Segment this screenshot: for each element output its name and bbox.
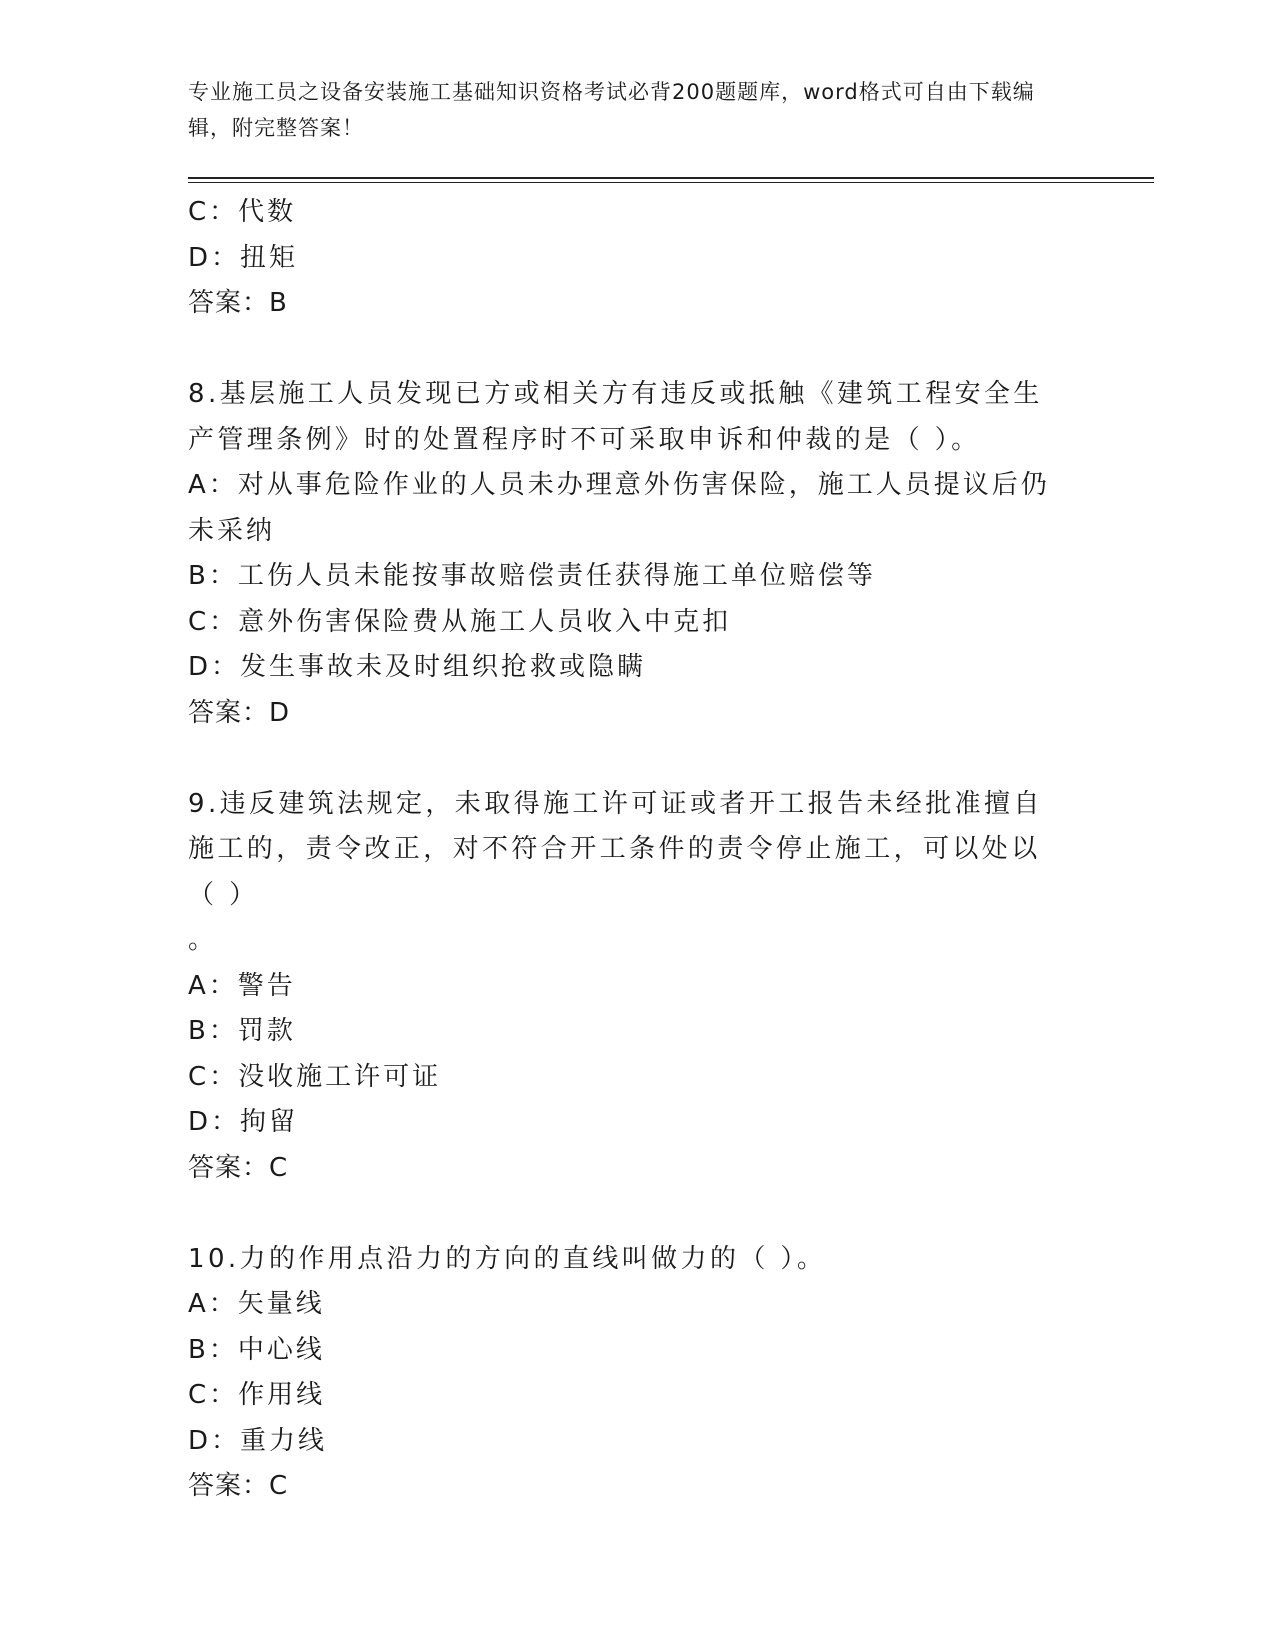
answer-line: 答案：C xyxy=(188,1152,289,1183)
answer-line: 答案：D xyxy=(188,697,291,728)
header-divider-thin xyxy=(188,182,1154,183)
option-a: A：对从事危险作业的人员未办理意外伤害保险，施工人员提议后仍未采纳 xyxy=(188,470,1050,546)
option-a: A：警告 xyxy=(188,970,296,1001)
option-c: C：作用线 xyxy=(188,1380,326,1410)
question-8 xyxy=(188,372,1088,736)
option-d: D：拘留 xyxy=(188,1107,299,1137)
spacer xyxy=(188,327,1088,373)
question-10 xyxy=(188,1237,1088,1510)
question-9 xyxy=(188,782,1088,1192)
option-c: C：没收施工许可证 xyxy=(188,1061,442,1092)
question-stem: 10.力的作用点沿力的方向的直线叫做力的（ ）。 xyxy=(188,1243,827,1274)
option-c: C：意外伤害保险费从施工人员收入中克扣 xyxy=(188,606,732,637)
option-b: B：中心线 xyxy=(188,1334,325,1365)
option-c: C：代数 xyxy=(188,197,297,227)
question-stem: 9.违反建筑法规定，未取得施工许可证或者开工报告未经批准擅自施工的，责令改正，对不符合开工条件的责令停止施工，可以处以（ ） xyxy=(188,788,1043,910)
option-b: B：工伤人员未能按事故赔偿责任获得施工单位赔偿等 xyxy=(188,561,876,591)
option-d: D：发生事故未及时组织抢救或隐瞒 xyxy=(188,652,647,682)
question-stem: 8.基层施工人员发现已方或相关方有违反或抵触《建筑工程安全生产管理条例》时的处置程序时不可采取申诉和仲裁的是（ ）。 xyxy=(188,379,1043,455)
answer-line: 答案：C xyxy=(188,1471,289,1501)
spacer xyxy=(188,1191,1088,1237)
question-stem-tail: 。 xyxy=(188,925,218,955)
spacer xyxy=(188,736,1088,782)
page-header-title: 专业施工员之设备安装施工基础知识资格考试必背200题题库，word格式可自由下载编辑，附完整答案！ xyxy=(188,80,1035,140)
option-d: D：扭矩 xyxy=(188,242,299,273)
option-d: D：重力线 xyxy=(188,1425,328,1456)
question-7-tail xyxy=(188,190,1088,327)
option-a: A：矢量线 xyxy=(188,1289,325,1319)
question-content xyxy=(188,190,1088,1510)
answer-line: 答案：B xyxy=(188,288,288,318)
header-divider-thick xyxy=(188,177,1154,179)
option-b: B：罚款 xyxy=(188,1016,296,1046)
